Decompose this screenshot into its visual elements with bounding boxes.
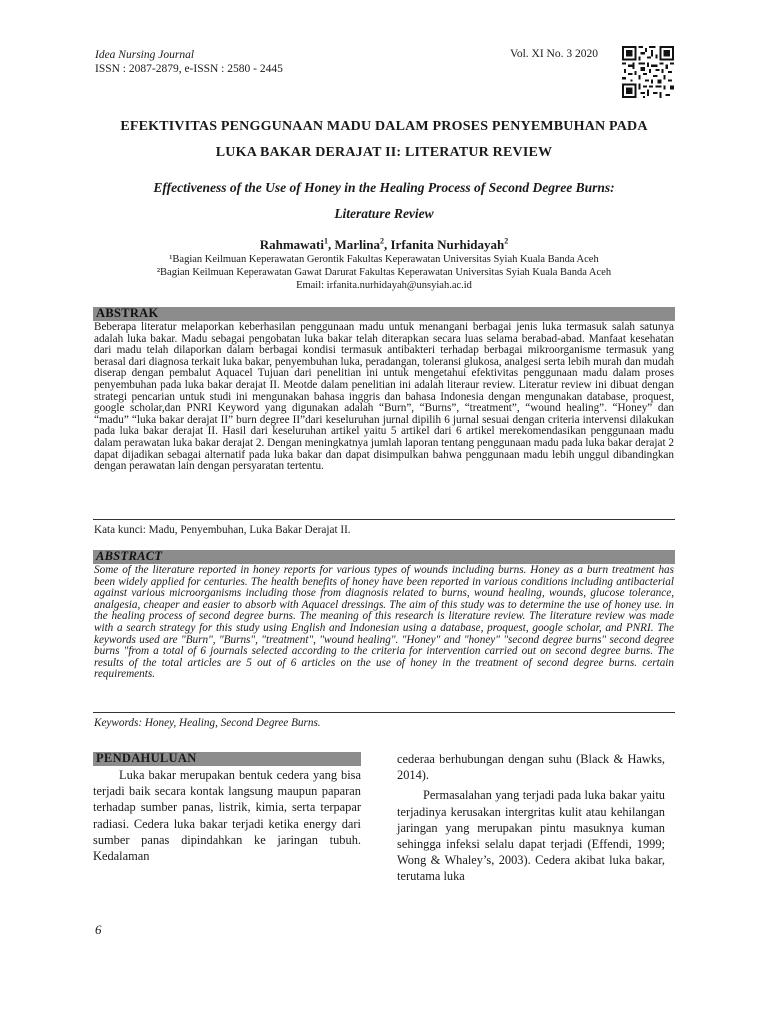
journal-issn: ISSN : 2087-2879, e-ISSN : 2580 - 2445: [95, 63, 283, 75]
paper-title-line-1: EFEKTIVITAS PENGGUNAAN MADU DALAM PROSES PENYEMBUHAN PADA: [120, 119, 648, 134]
affiliation-line: ¹Bagian Keilmuan Keperawatan Gerontik Fakultas Keperawatan Universitas Syiah Kuala Banda Aceh: [169, 254, 599, 265]
body-column-left: [93, 767, 361, 864]
author-list: [60, 237, 708, 253]
abstrak-keywords: Kata kunci: Madu, Penyembuhan, Luka Bakar Derajat II.: [94, 524, 351, 536]
qr-code-icon: [622, 46, 674, 98]
journal-volume: Vol. XI No. 3 2020: [510, 48, 598, 60]
journal-header: [95, 48, 283, 76]
body-paragraph: cederaa berhubungan dengan suhu (Black & Hawks, 2014).: [397, 752, 665, 783]
abstract-heading-bar: [93, 550, 675, 564]
abstrak-heading-bar: [93, 307, 675, 321]
abstrak-text: Beberapa literatur melaporkan keberhasilan penggunaan madu untuk menangani berbagai jenis luka termasuk salah satunya adalah luka bakar. Madu sebagai pengobatan luka bakar telah diterapkan secara luas selama berabad-abad. Manfaat kesehatan dari madu telah dilaporkan dalam berbagai kondisi termasuk antibakteri terhadap berbagai mikroorganisme termasuk yang berasal dari diagnosa terkait luka bakar, penyembuhan luka, peradangan, toleransi glukosa, analgesi serta lebih murah dan mudah diserap dengan pembalut Aquacel Tujuan dari penelitian ini untuk mengetahui efektivitas penggunaan madu dalam proses penyembuhan pada luka bakar derajat II. Meotde dalam penelitian ini adalah literaur review. Literatur review ini dibuat dengan strategi pencarian untuk studi ini mengunakan bahasa inggris dan bahasa Indonesia dengan mengunakan database, proquest, google scholar,dan PNRI Keyword yang digunakan adalah “Burn”, “Burns”, “treatment”, “wound healing”. “Honey” dan “madu” “luka bakar derajat II” burn degree II”dari keseluruhan jurnal dipilih 6 jurnal sesuai dengan criteria intervensi dilakukan pada luka bakar derajat II. Hasil dari keseluruhan artikel yaitu 5 artikel dari 6 artikel merekomendasikan penggunaan madu dalam perawatan luka bakar derajat 2. Dengan meningkatnya jumlah laporan tentang penggunaan madu pada luka bakar derajat 2 dapat dijadikan sebagai alternatif pada luka bakar dan dapat disimpulkan bahwa penggunaan madu lebih unggul dibandingkan dengan perawatan lain dengan persyaratan tertentu.: [94, 321, 674, 473]
page-number: 6: [95, 922, 102, 937]
author-separator: ,: [384, 237, 391, 252]
author-affiliation-mark: 2: [504, 236, 509, 246]
body-paragraph: Luka bakar merupakan bentuk cedera yang bisa terjadi baik secara kontak langsung maupun paparan terhadap sumber panas, listrik, kimia, serta terpapar radiasi. Cedera luka bakar terjadi ketika energy dari sumber panas dipindahkan ke jaringan tubuh. Kedalaman: [93, 768, 361, 864]
abstract-divider: [93, 712, 675, 713]
abstract-heading: ABSTRACT: [96, 549, 163, 563]
author-name: Rahmawati: [259, 237, 324, 252]
paper-title-line-2: LUKA BAKAR DERAJAT II: LITERATUR REVIEW: [215, 145, 553, 160]
abstract-text: Some of the literature reported in honey reports for various types of wounds including burns. Honey as a burn treatment has been widely applied for centuries. The health benefits of honey have been reported in various conditions including antibacterial against various microorganisms including those from diagnosis related to burns, wound healing, wounds, glucose tolerance, analgesia, cheaper and easier to absorb with Aquacel dressings. The aim of this study was to determine the use of honey use. in the healing process of second degree burns. The meaning of this research is literature review. The literature review was made with a search strategy for this study using English and Indonesian using a database, proquest, google scholar, and PNRI. The keywords used are "Burn", "Burns", "treatment", "wound healing". "Honey" and "honey" "second degree burns" second degree burns "from a total of 6 journals selected according to the criteria for intervention carried out on second degree burns. The results of the total articles are 5 out of 6 articles on the use of honey in the treatment of second degree burns. certain requirements.: [94, 564, 674, 681]
affiliation-line: ²Bagian Keilmuan Keperawatan Gawat Darurat Fakultas Keperawatan Universitas Syiah Kuala Banda Aceh: [156, 267, 612, 278]
abstrak-divider: [93, 519, 675, 520]
abstrak-heading: ABSTRAK: [96, 306, 159, 320]
abstract-keywords: Keywords: Honey, Healing, Second Degree Burns.: [94, 717, 321, 729]
body-column-right: [397, 751, 665, 885]
journal-name: Idea Nursing Journal: [95, 49, 195, 61]
author-affiliation-mark: 2: [380, 236, 384, 246]
paper-subtitle-line-1: Effectiveness of the Use of Honey in the Healing Process of Second Degree Burns:: [153, 180, 615, 195]
paper-title: [60, 114, 708, 166]
author-name: Marlina: [334, 237, 380, 252]
pendahuluan-heading: PENDAHULUAN: [96, 751, 197, 765]
affiliations: [60, 253, 708, 292]
author-email: Email: irfanita.nurhidayah@unsyiah.ac.id: [296, 280, 472, 291]
paper-subtitle: [60, 175, 708, 227]
paper-subtitle-line-2: Literature Review: [334, 206, 434, 221]
body-paragraph: Permasalahan yang terjadi pada luka bakar yaitu terjadinya kerusakan intergritas kulit atau kehilangan jaringan yang merupakan pintu masuknya kuman sehingga infeksi selalu dapat terjadi (Effendi, 1999; Wong & Whaley’s, 2003). Cedera akibat luka bakar, terutama luka: [397, 788, 665, 884]
author-affiliation-mark: 1: [324, 236, 328, 246]
author-name: Irfanita Nurhidayah: [390, 237, 505, 252]
pendahuluan-heading-bar: [93, 752, 361, 766]
author-separator: ,: [328, 237, 335, 252]
